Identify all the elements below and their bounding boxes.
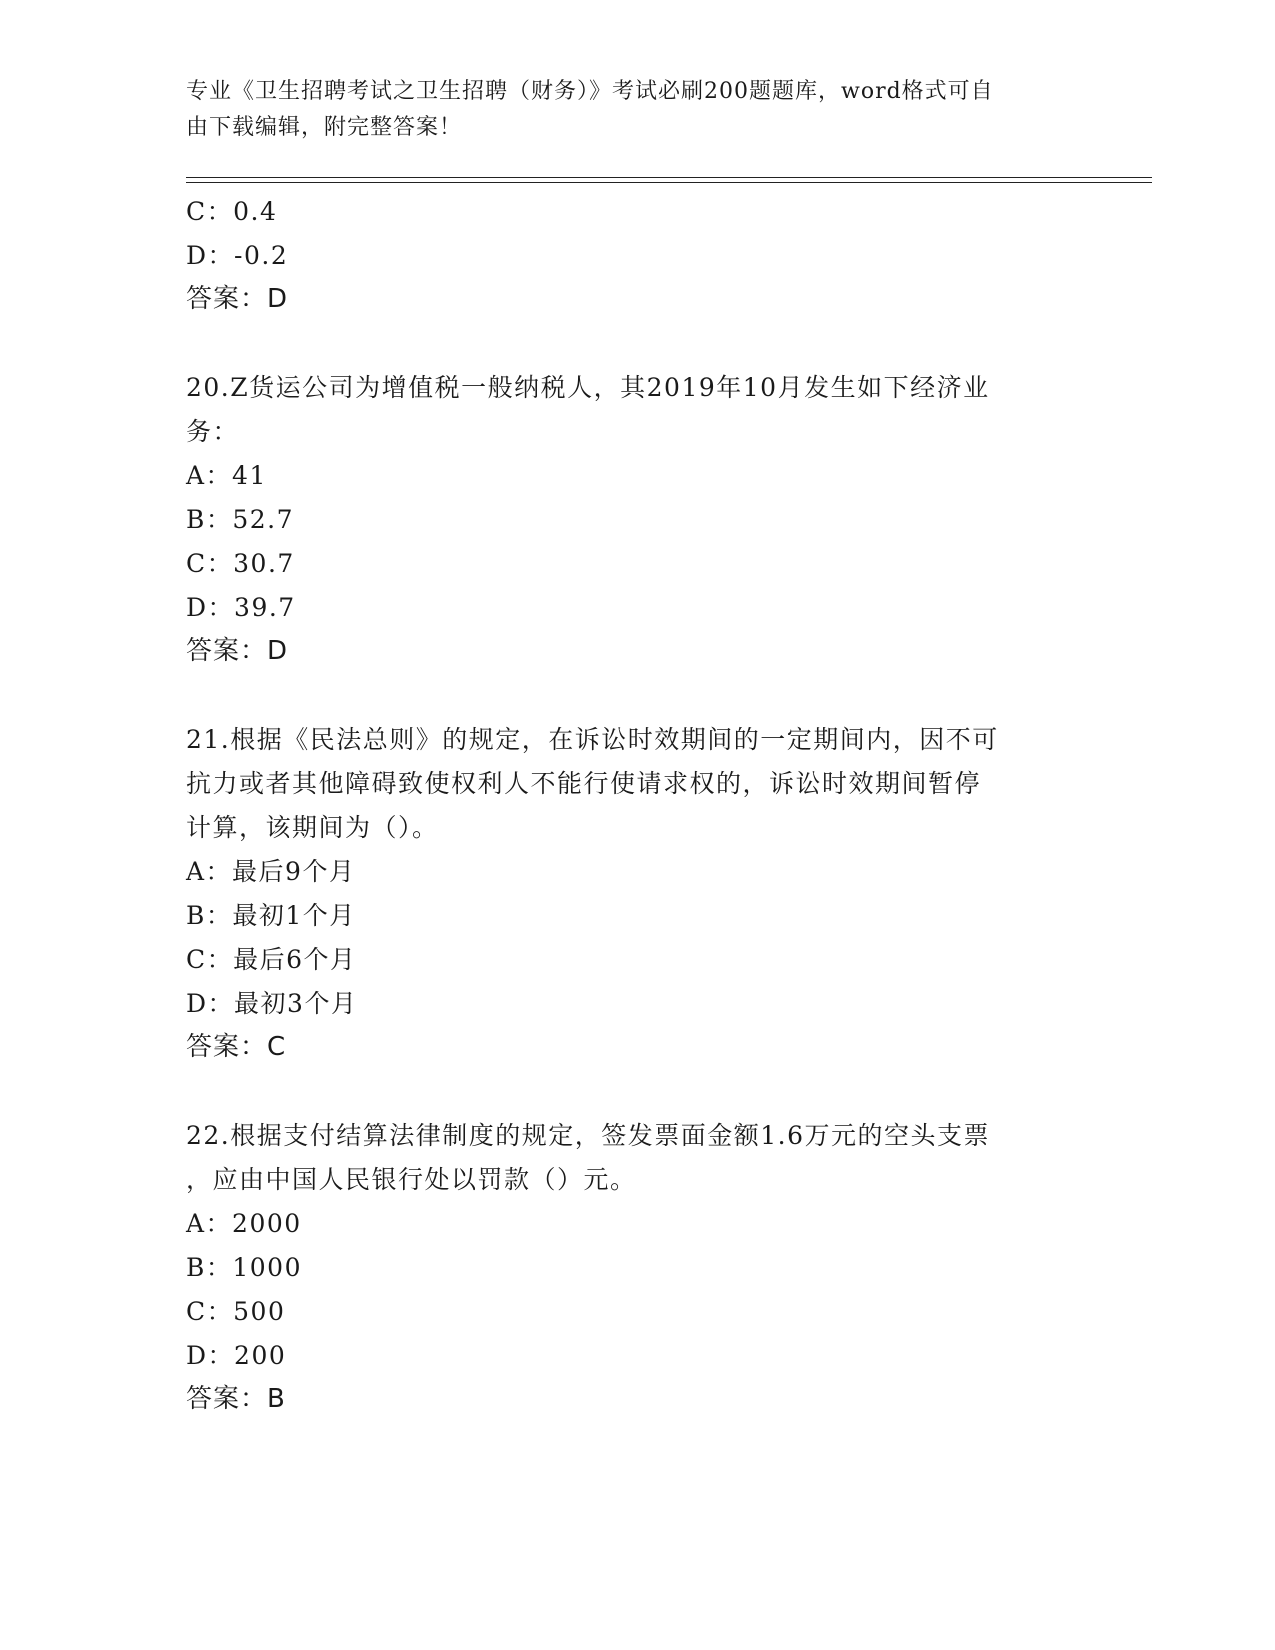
header-divider-top (186, 177, 1152, 178)
q19-option-c: C：0.4 (186, 197, 278, 226)
q22-option-c: C：500 (186, 1297, 286, 1326)
q20-option-c: C：30.7 (186, 549, 295, 578)
q22-option-d: D：200 (186, 1341, 287, 1370)
q21-option-d: D：最初3个月 (186, 989, 358, 1018)
header-divider-bottom (186, 182, 1152, 183)
q20-option-b: B：52.7 (186, 505, 295, 534)
header-line-2: 由下载编辑，附完整答案！ (186, 115, 463, 140)
q22-answer: 答案：B (186, 1384, 286, 1414)
q21-answer: 答案：C (186, 1032, 287, 1062)
document-header (186, 74, 1066, 146)
header-line-1: 专业《卫生招聘考试之卫生招聘（财务）》考试必刷200题题库，word格式可自 (186, 79, 994, 104)
q20-stem-line-2: 务： (186, 417, 240, 446)
q22-stem-line-1: 22.根据支付结算法律制度的规定，签发票面金额1.6万元的空头支票 (186, 1121, 991, 1150)
q21-stem-line-2: 抗力或者其他障碍致使权利人不能行使请求权的，诉讼时效期间暂停 (186, 769, 982, 798)
q20-option-a: A：41 (186, 461, 267, 490)
q22-option-b: B：1000 (186, 1253, 302, 1282)
q20-option-d: D：39.7 (186, 593, 296, 622)
q19-option-d: D：-0.2 (186, 241, 289, 270)
q21-stem-line-3: 计算，该期间为（）。 (186, 813, 439, 842)
q21-option-b: B：最初1个月 (186, 901, 356, 930)
q21-stem-line-1: 21.根据《民法总则》的规定，在诉讼时效期间的一定期间内，因不可 (186, 725, 999, 754)
q21-option-a: A：最后9个月 (186, 857, 356, 886)
q22-option-a: A：2000 (186, 1209, 302, 1238)
q19-answer: 答案：D (186, 284, 289, 314)
q21-option-c: C：最后6个月 (186, 945, 357, 974)
q22-stem-line-2: ，应由中国人民银行处以罚款（）元。 (186, 1165, 637, 1194)
q20-stem-line-1: 20.Z货运公司为增值税一般纳税人，其2019年10月发生如下经济业 (186, 373, 990, 402)
q20-answer: 答案：D (186, 636, 289, 666)
